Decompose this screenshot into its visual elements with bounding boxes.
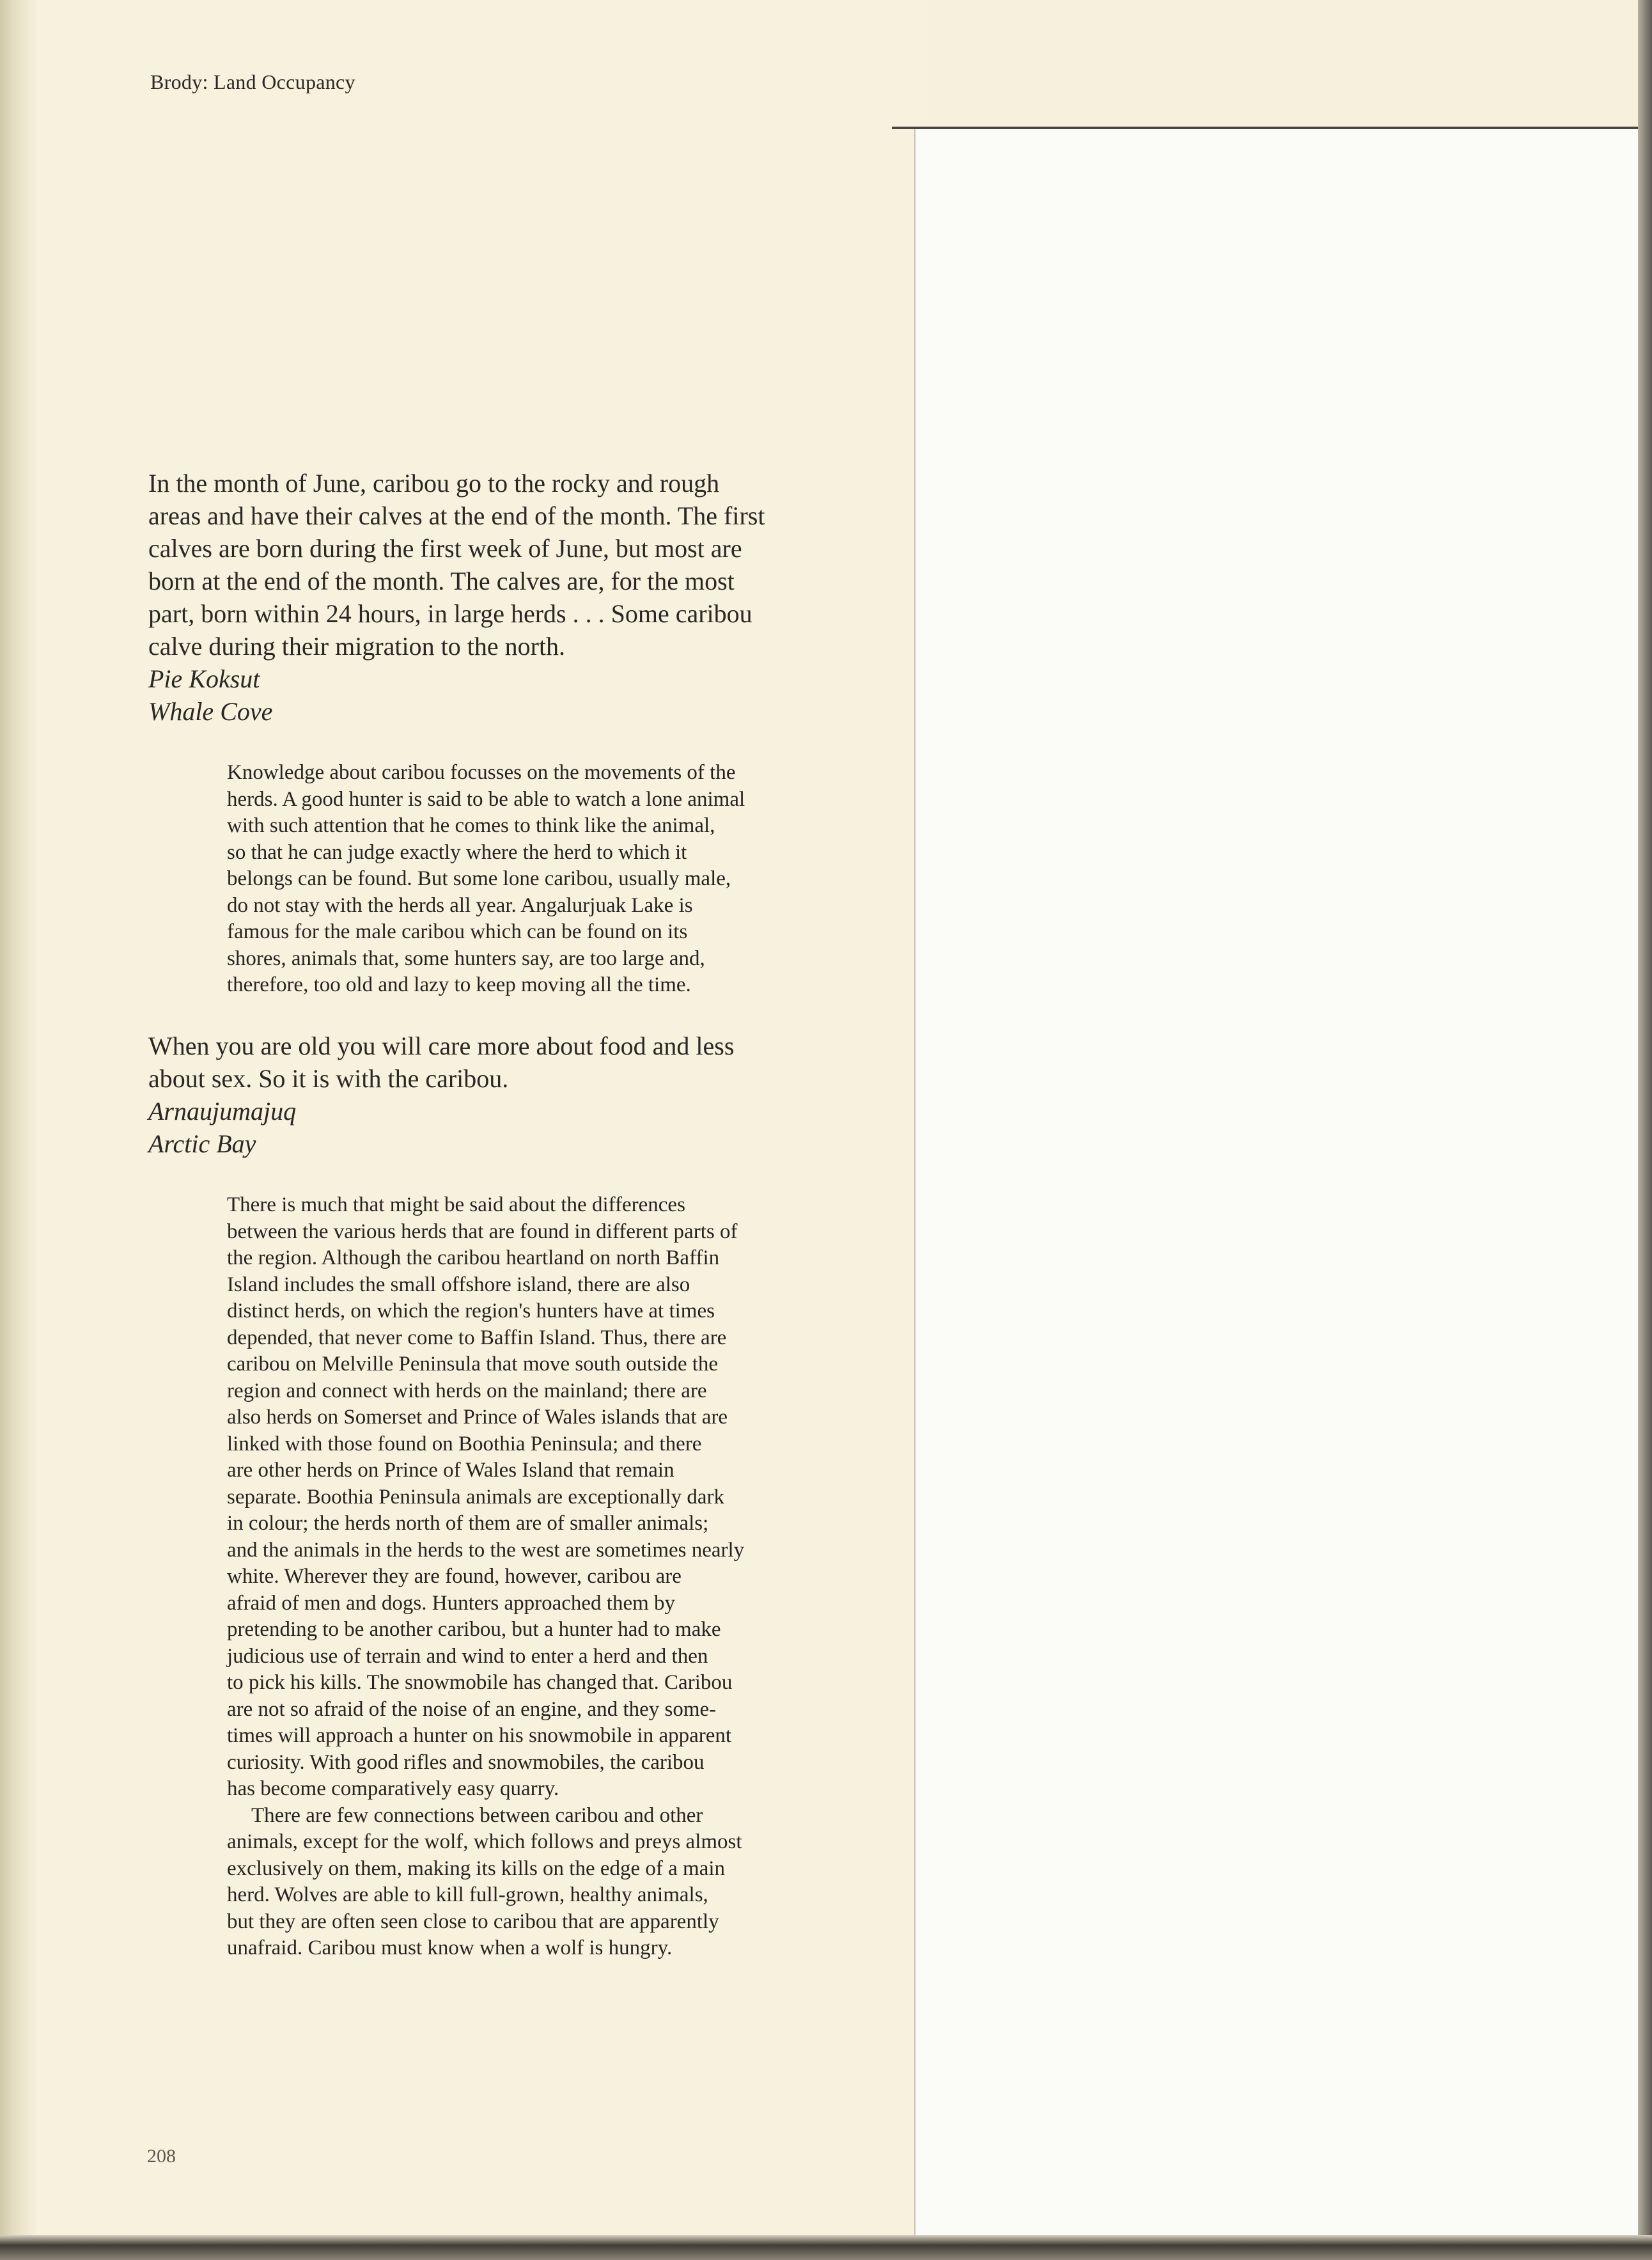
commentary-line: exclusively on them, making its kills on the edge of a main	[227, 1856, 726, 1880]
commentary-line: distinct herds, on which the region's hunters have at times	[227, 1299, 715, 1322]
commentary-line: also herds on Somerset and Prince of Wales islands that are	[227, 1406, 728, 1429]
commentary-line: judicious use of terrain and wind to enter a herd and then	[227, 1644, 708, 1668]
commentary-line: There is much that might be said about the differences	[227, 1193, 685, 1216]
commentary-line: to pick his kills. The snowmobile has changed that. Caribou	[227, 1671, 733, 1694]
quote-place: Whale Cove	[148, 697, 273, 726]
quote-speaker: Arnaujumajuq	[148, 1097, 297, 1126]
commentary-line: shores, animals that, some hunters say, are too large and,	[227, 946, 705, 970]
commentary-line: and the animals in the herds to the west are sometimes nearly	[227, 1538, 745, 1562]
quote-line: born at the end of the month. The calves are, for the most	[148, 567, 735, 595]
commentary-line: depended, that never come to Baffin Island. Thus, there are	[227, 1326, 727, 1349]
commentary-line: curiosity. With good rifles and snowmobiles, the caribou	[227, 1750, 705, 1774]
commentary-line: unafraid. Caribou must know when a wolf is hungry.	[227, 1936, 673, 1959]
quote-speaker: Pie Koksut	[148, 664, 260, 693]
quote-line: When you are old you will care more about food and less	[148, 1032, 735, 1060]
quote-line: In the month of June, caribou go to the rocky and rough	[148, 469, 720, 498]
facing-page-top-edge	[892, 127, 1640, 129]
commentary-line: in colour; the herds north of them are of smaller animals;	[227, 1512, 709, 1535]
commentary-line: so that he can judge exactly where the herd to which it	[227, 840, 687, 864]
running-head: Brody: Land Occupancy	[150, 70, 355, 93]
commentary-block-2	[227, 1192, 866, 1962]
page-number: 208	[147, 2146, 176, 2167]
commentary-line: therefore, too old and lazy to keep moving all the time.	[227, 973, 691, 996]
scan-bottom-edge	[0, 2235, 1652, 2260]
commentary-line: There are few connections between caribou and other	[251, 1803, 703, 1827]
commentary-line: belongs can be found. But some lone caribou, usually male,	[227, 867, 731, 890]
commentary-line: animals, except for the wolf, which follows and preys almost	[227, 1830, 742, 1853]
commentary-line: herds. A good hunter is said to be able to watch a lone animal	[227, 787, 745, 811]
quote-line: about sex. So it is with the caribou.	[148, 1064, 509, 1093]
quote-line: part, born within 24 hours, in large herds . . . Some caribou	[148, 599, 752, 628]
commentary-line: herd. Wolves are able to kill full-grown, healthy animals,	[227, 1883, 708, 1906]
commentary-line: times will approach a hunter on his snowmobile in apparent	[227, 1724, 732, 1747]
commentary-line: do not stay with the herds all year. Angalurjuak Lake is	[227, 893, 693, 917]
commentary-line: the region. Although the caribou heartland on north Baffin	[227, 1246, 720, 1269]
commentary-line: Island includes the small offshore island, there are also	[227, 1273, 690, 1296]
facing-blank-page	[914, 128, 1638, 2235]
page-binding-shadow	[0, 0, 37, 2260]
scan-right-edge	[1638, 0, 1652, 2260]
commentary-line: linked with those found on Boothia Peninsula; and there	[227, 1432, 702, 1456]
commentary-line: are not so afraid of the noise of an engine, and they some-	[227, 1697, 717, 1721]
commentary-line: but they are often seen close to caribou that are apparently	[227, 1910, 719, 1933]
quote-line: calves are born during the first week of June, but most are	[148, 534, 742, 563]
commentary-line: with such attention that he comes to think like the animal,	[227, 814, 715, 837]
commentary-line: Knowledge about caribou focusses on the movements of the	[227, 761, 736, 784]
quote-place: Arctic Bay	[148, 1129, 256, 1158]
commentary-block-1	[227, 760, 866, 999]
commentary-line: caribou on Melville Peninsula that move south outside the	[227, 1353, 719, 1376]
commentary-line: region and connect with herds on the mainland; there are	[227, 1379, 707, 1402]
commentary-line: between the various herds that are found in different parts of	[227, 1220, 738, 1243]
commentary-line: are other herds on Prince of Wales Island that remain	[227, 1459, 674, 1482]
commentary-line: pretending to be another caribou, but a hunter had to make	[227, 1618, 721, 1641]
commentary-line: has become comparatively easy quarry.	[227, 1777, 559, 1800]
commentary-line: afraid of men and dogs. Hunters approached them by	[227, 1591, 676, 1615]
commentary-line: famous for the male caribou which can be found on its	[227, 920, 688, 943]
commentary-line: white. Wherever they are found, however, caribou are	[227, 1565, 682, 1588]
quote-block-1	[148, 467, 871, 728]
quote-block-2	[148, 1030, 871, 1160]
quote-line: areas and have their calves at the end of the month. The first	[148, 501, 765, 530]
commentary-line: separate. Boothia Peninsula animals are exceptionally dark	[227, 1485, 724, 1509]
quote-line: calve during their migration to the north.	[148, 632, 566, 661]
